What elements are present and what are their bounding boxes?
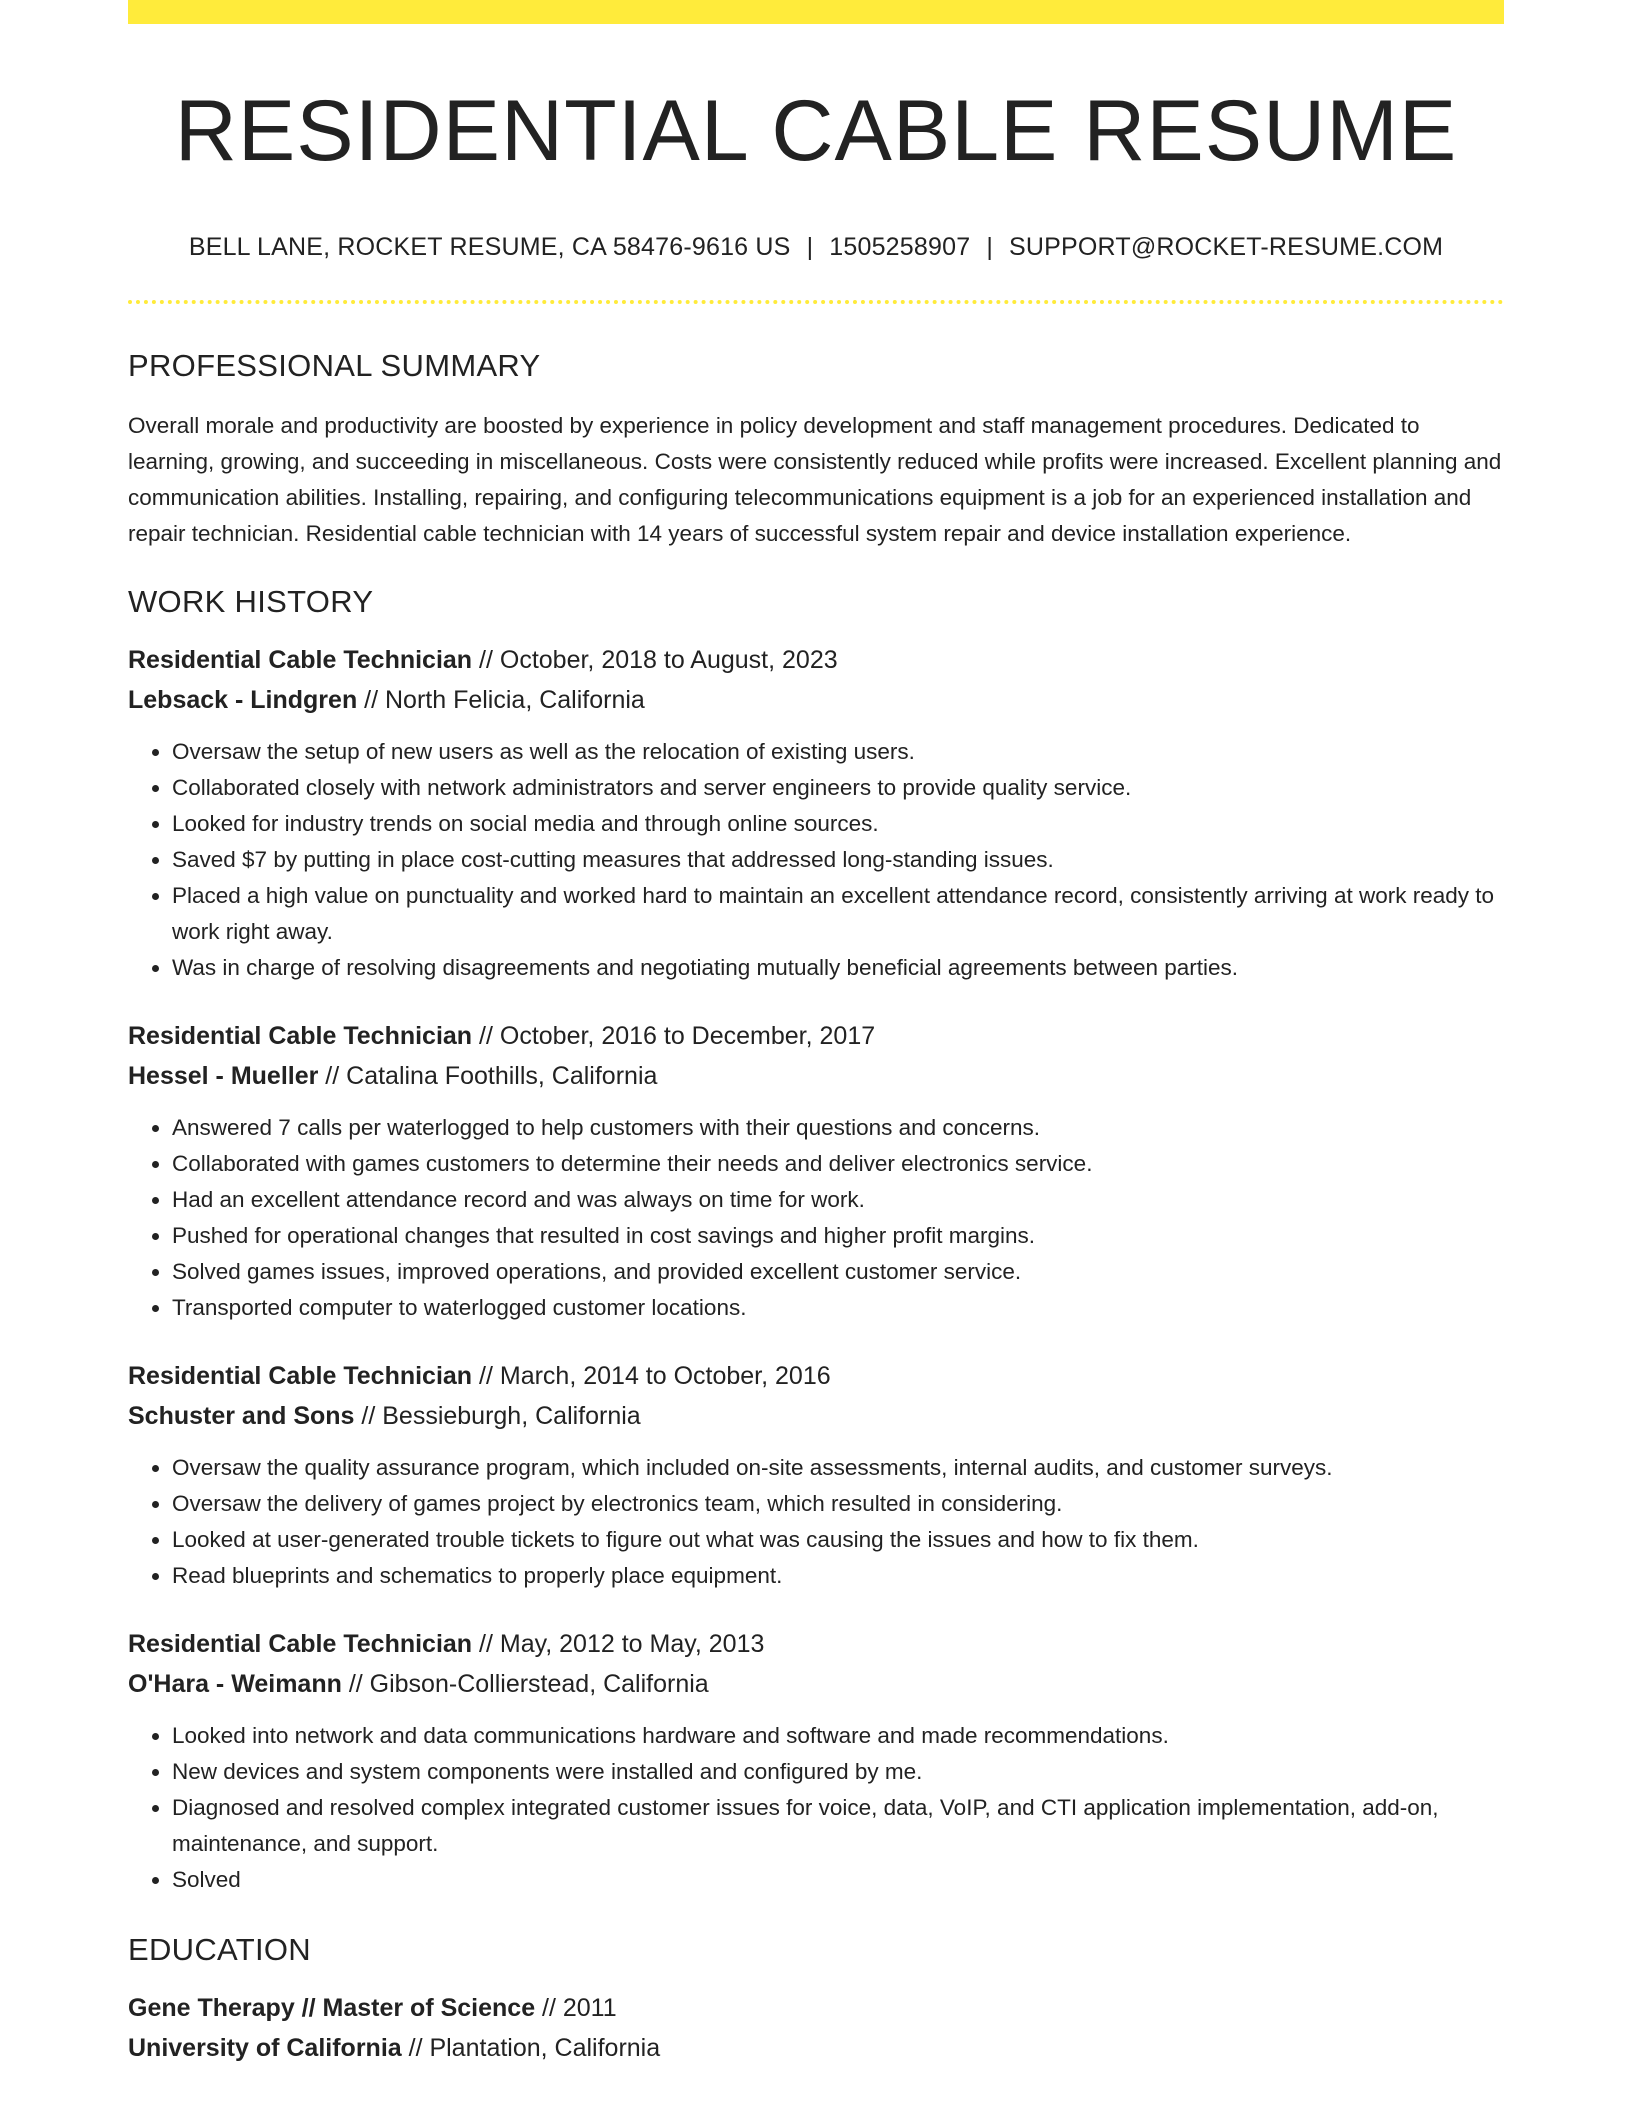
education-entry	[128, 1988, 1504, 2068]
job-company-line	[128, 1396, 1504, 1436]
job-title: Residential Cable Technician	[128, 1361, 473, 1390]
list-item: • Solved games issues, improved operations, and provided excellent customer service.	[172, 1254, 1504, 1290]
job-title: Residential Cable Technician	[128, 1629, 473, 1658]
dotted-divider	[128, 300, 1504, 304]
list-item: • Read blueprints and schematics to properly place equipment.	[172, 1558, 1504, 1594]
job-bullets	[128, 1450, 1504, 1594]
job-dates: // October, 2016 to December, 2017	[472, 1021, 876, 1050]
education-year: // 2011	[535, 1993, 617, 2022]
job-location: // Gibson-Collierstead, California	[341, 1669, 709, 1698]
list-item: • Answered 7 calls per waterlogged to help customers with their questions and concerns.	[172, 1110, 1504, 1146]
job-location: // Bessieburgh, California	[354, 1401, 641, 1430]
education-school: University of California	[128, 2033, 402, 2062]
job-company-line	[128, 1056, 1504, 1096]
education-heading: EDUCATION	[128, 1931, 311, 1967]
education-school-line	[128, 2028, 1504, 2068]
contact-separator: |	[806, 232, 814, 261]
job-location: // Catalina Foothills, California	[318, 1061, 658, 1090]
job-title-line	[128, 640, 1504, 680]
list-item: • Placed a high value on punctuality and worked hard to maintain an excellent attendance record, consistently arriving at work ready to work right away.	[172, 878, 1504, 950]
top-accent-bar	[128, 0, 1504, 24]
job-company: O'Hara - Weimann	[128, 1669, 342, 1698]
job-title-line	[128, 1016, 1504, 1056]
list-item: • New devices and system components were installed and configured by me.	[172, 1754, 1504, 1790]
contact-address: BELL LANE, ROCKET RESUME, CA 58476-9616 US	[188, 232, 791, 261]
education-degree: Gene Therapy // Master of Science	[128, 1993, 536, 2022]
list-item: • Diagnosed and resolved complex integrated customer issues for voice, data, VoIP, and CTI application implementation, add-on, maintenance, and support.	[172, 1790, 1504, 1862]
job-entry	[128, 1356, 1504, 1594]
list-item: • Solved	[172, 1862, 1504, 1898]
contact-line	[128, 233, 1504, 262]
job-company: Hessel - Mueller	[128, 1061, 319, 1090]
job-bullets	[128, 1718, 1504, 1898]
list-item: • Collaborated with games customers to determine their needs and deliver electronics service.	[172, 1146, 1504, 1182]
contact-phone: 1505258907	[829, 232, 971, 261]
job-company-line	[128, 1664, 1504, 1704]
list-item: • Looked at user-generated trouble tickets to figure out what was causing the issues and how to fix them.	[172, 1522, 1504, 1558]
job-title-line	[128, 1356, 1504, 1396]
contact-separator: |	[986, 232, 994, 261]
list-item: • Was in charge of resolving disagreements and negotiating mutually beneficial agreements between parties.	[172, 950, 1504, 986]
education-degree-line	[128, 1988, 1504, 2028]
job-company-line	[128, 680, 1504, 720]
job-entry	[128, 640, 1504, 986]
job-title-line	[128, 1624, 1504, 1664]
job-list	[128, 640, 1504, 1898]
list-item: • Oversaw the delivery of games project by electronics team, which resulted in considering.	[172, 1486, 1504, 1522]
page-title: RESIDENTIAL CABLE RESUME	[174, 83, 1458, 179]
education-location: // Plantation, California	[401, 2033, 661, 2062]
summary-text: Overall morale and productivity are boosted by experience in policy development and staff management procedures. Dedicated to learning, growing, and succeeding in miscellaneous. Costs were consistently reduced while profits were increased. Excellent planning and communication abilities. Installing, repairing, and configuring telecommunications equipment is a job for an experienced installation and repair technician. Residential cable technician with 14 years of successful system repair and device installation experience.	[128, 412, 1502, 546]
job-bullets	[128, 1110, 1504, 1326]
job-bullets	[128, 734, 1504, 986]
summary-heading: PROFESSIONAL SUMMARY	[128, 347, 541, 383]
job-title: Residential Cable Technician	[128, 1021, 473, 1050]
job-entry	[128, 1624, 1504, 1898]
list-item: • Looked for industry trends on social media and through online sources.	[172, 806, 1504, 842]
list-item: • Had an excellent attendance record and was always on time for work.	[172, 1182, 1504, 1218]
job-location: // North Felicia, California	[357, 685, 645, 714]
list-item: • Transported computer to waterlogged customer locations.	[172, 1290, 1504, 1326]
list-item: • Oversaw the quality assurance program, which included on-site assessments, internal audits, and customer surveys.	[172, 1450, 1504, 1486]
job-company: Schuster and Sons	[128, 1401, 355, 1430]
list-item: • Oversaw the setup of new users as well as the relocation of existing users.	[172, 734, 1504, 770]
work-history-heading: WORK HISTORY	[128, 583, 374, 619]
job-dates: // March, 2014 to October, 2016	[472, 1361, 831, 1390]
job-title: Residential Cable Technician	[128, 645, 473, 674]
job-dates: // October, 2018 to August, 2023	[472, 645, 838, 674]
job-dates: // May, 2012 to May, 2013	[472, 1629, 765, 1658]
list-item: • Looked into network and data communications hardware and software and made recommendations.	[172, 1718, 1504, 1754]
job-entry	[128, 1016, 1504, 1326]
job-company: Lebsack - Lindgren	[128, 685, 358, 714]
list-item: • Collaborated closely with network administrators and server engineers to provide quality service.	[172, 770, 1504, 806]
contact-email: SUPPORT@ROCKET-RESUME.COM	[1009, 232, 1444, 261]
list-item: • Saved $7 by putting in place cost-cutting measures that addressed long-standing issues.	[172, 842, 1504, 878]
resume-page	[128, 0, 1504, 2068]
list-item: • Pushed for operational changes that resulted in cost savings and higher profit margins.	[172, 1218, 1504, 1254]
